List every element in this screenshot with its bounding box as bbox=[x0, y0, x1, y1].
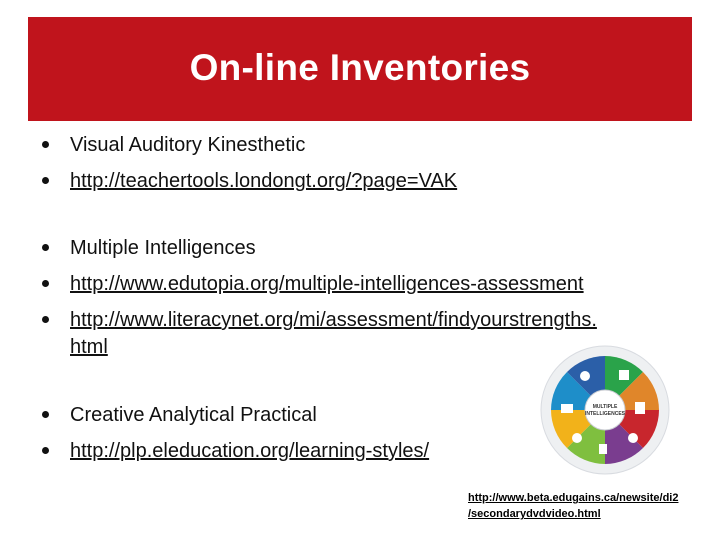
literacynet-link-continuation[interactable]: html bbox=[70, 336, 108, 358]
bullet-dot bbox=[42, 244, 49, 251]
bullet-dot bbox=[42, 280, 49, 287]
wheel-center-label-1: MULTIPLE bbox=[592, 404, 618, 410]
image-source-link bbox=[468, 490, 678, 522]
bullet-dot bbox=[42, 316, 49, 323]
vak-link[interactable]: http://teachertools.londongt.org/?page=VAK bbox=[70, 170, 458, 192]
slide-title: On-line Inventories bbox=[189, 47, 531, 88]
bullet-dot bbox=[42, 447, 49, 454]
wheel-center-label-2: INTELLIGENCES bbox=[584, 411, 626, 417]
bullet-text: Creative Analytical Practical bbox=[70, 404, 317, 426]
image-source-link-line2[interactable]: /secondarydvdvideo.html bbox=[468, 508, 601, 520]
literacynet-link[interactable]: http://www.literacynet.org/mi/assessment/findyourstrengths. bbox=[70, 309, 597, 331]
bullet-dot bbox=[42, 411, 49, 418]
multiple-intelligences-wheel-image bbox=[520, 345, 690, 475]
bullet-dot bbox=[42, 177, 49, 184]
bullet-text: Multiple Intelligences bbox=[70, 237, 256, 259]
bullet-text: Visual Auditory Kinesthetic bbox=[70, 134, 306, 156]
image-source-link-line1[interactable]: http://www.beta.edugains.ca/newsite/di2 bbox=[468, 492, 679, 504]
edutopia-link[interactable]: http://www.edutopia.org/multiple-intelligences-assessment bbox=[70, 273, 584, 295]
plp-link[interactable]: http://plp.eleducation.org/learning-styles/ bbox=[70, 440, 430, 462]
bullet-dot bbox=[42, 141, 49, 148]
